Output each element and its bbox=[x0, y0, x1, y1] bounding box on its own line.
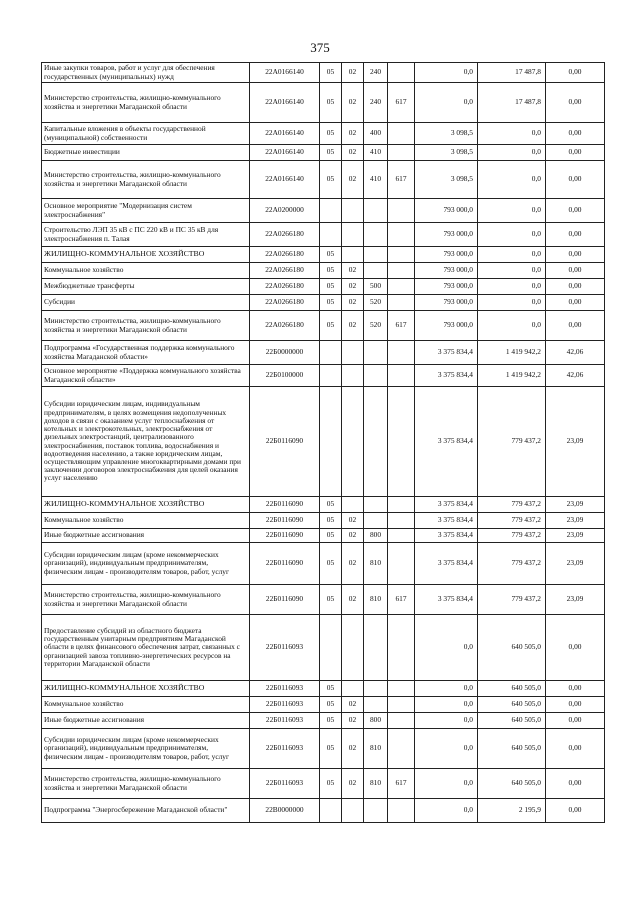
row-ministry-code bbox=[388, 263, 415, 279]
row-code: 22Б0100000 bbox=[250, 365, 320, 387]
row-amount-executed: 640 505,0 bbox=[478, 769, 546, 799]
row-expense-type: 520 bbox=[364, 311, 388, 341]
row-code: 22Б0116093 bbox=[250, 713, 320, 729]
table-row bbox=[42, 681, 605, 697]
row-percent: 23,09 bbox=[546, 513, 605, 529]
row-percent: 0,00 bbox=[546, 263, 605, 279]
row-name: Коммунальное хозяйство bbox=[42, 697, 250, 713]
row-amount-planned: 0,0 bbox=[415, 697, 478, 713]
table-row bbox=[42, 387, 605, 497]
row-name: ЖИЛИЩНО-КОММУНАЛЬНОЕ ХОЗЯЙСТВО bbox=[42, 681, 250, 697]
row-ministry-code bbox=[388, 543, 415, 585]
row-percent: 0,00 bbox=[546, 199, 605, 223]
row-section: 05 bbox=[320, 161, 342, 199]
row-section: 05 bbox=[320, 697, 342, 713]
row-name: Иные бюджетные ассигнования bbox=[42, 713, 250, 729]
budget-table bbox=[41, 62, 605, 823]
row-amount-planned: 793 000,0 bbox=[415, 223, 478, 247]
row-subsection bbox=[342, 199, 364, 223]
row-ministry-code bbox=[388, 295, 415, 311]
row-section: 05 bbox=[320, 713, 342, 729]
row-expense-type: 500 bbox=[364, 279, 388, 295]
row-subsection: 02 bbox=[342, 145, 364, 161]
row-section: 05 bbox=[320, 585, 342, 615]
row-ministry-code bbox=[388, 497, 415, 513]
row-subsection: 02 bbox=[342, 543, 364, 585]
row-section: 05 bbox=[320, 123, 342, 145]
row-code: 22Б0116090 bbox=[250, 543, 320, 585]
table-row bbox=[42, 697, 605, 713]
row-ministry-code bbox=[388, 697, 415, 713]
row-section: 05 bbox=[320, 681, 342, 697]
row-amount-planned: 0,0 bbox=[415, 615, 478, 681]
row-percent: 0,00 bbox=[546, 311, 605, 341]
row-expense-type: 810 bbox=[364, 585, 388, 615]
row-subsection: 02 bbox=[342, 697, 364, 713]
row-expense-type: 400 bbox=[364, 123, 388, 145]
row-percent: 0,00 bbox=[546, 295, 605, 311]
row-expense-type: 410 bbox=[364, 145, 388, 161]
row-amount-planned: 3 375 834,4 bbox=[415, 513, 478, 529]
row-code: 22Б0116093 bbox=[250, 681, 320, 697]
row-percent: 0,00 bbox=[546, 161, 605, 199]
row-percent: 42,06 bbox=[546, 365, 605, 387]
table-row bbox=[42, 513, 605, 529]
row-amount-planned: 793 000,0 bbox=[415, 311, 478, 341]
row-code: 22А0266180 bbox=[250, 223, 320, 247]
row-name: Министерство строительства, жилищно-коммунального хозяйства и энергетики Магаданской области bbox=[42, 311, 250, 341]
row-expense-type: 240 bbox=[364, 63, 388, 83]
row-amount-planned: 0,0 bbox=[415, 63, 478, 83]
row-amount-executed: 17 487,8 bbox=[478, 83, 546, 123]
row-percent: 23,09 bbox=[546, 497, 605, 513]
row-amount-planned: 793 000,0 bbox=[415, 279, 478, 295]
row-code: 22Б0116093 bbox=[250, 769, 320, 799]
row-name: Основное мероприятие "Модернизация систем электроснабжения" bbox=[42, 199, 250, 223]
row-expense-type bbox=[364, 697, 388, 713]
table-row bbox=[42, 63, 605, 83]
row-ministry-code bbox=[388, 123, 415, 145]
row-name: Предоставление субсидий из областного бюджета государственным унитарным предприятиям Магаданской области в целях финансового обеспечения затрат, связанных с организацией завоза топливно-энергетических ресурсов на территории Магаданской области bbox=[42, 615, 250, 681]
row-subsection: 02 bbox=[342, 769, 364, 799]
row-subsection bbox=[342, 387, 364, 497]
row-subsection: 02 bbox=[342, 295, 364, 311]
row-ministry-code bbox=[388, 365, 415, 387]
row-percent: 0,00 bbox=[546, 123, 605, 145]
row-name: ЖИЛИЩНО-КОММУНАЛЬНОЕ ХОЗЯЙСТВО bbox=[42, 247, 250, 263]
row-section: 05 bbox=[320, 295, 342, 311]
row-amount-executed: 0,0 bbox=[478, 199, 546, 223]
table-row bbox=[42, 497, 605, 513]
row-section bbox=[320, 223, 342, 247]
row-section: 05 bbox=[320, 543, 342, 585]
row-ministry-code: 617 bbox=[388, 585, 415, 615]
row-amount-planned: 0,0 bbox=[415, 681, 478, 697]
row-expense-type: 800 bbox=[364, 529, 388, 543]
row-name: Субсидии юридическим лицам (кроме некоммерческих организаций), индивидуальным предпринимателям, физическим лицам - производителям товаров, работ, услуг bbox=[42, 543, 250, 585]
row-amount-planned: 3 375 834,4 bbox=[415, 387, 478, 497]
row-subsection bbox=[342, 799, 364, 823]
row-percent: 0,00 bbox=[546, 145, 605, 161]
row-amount-planned: 793 000,0 bbox=[415, 199, 478, 223]
row-section bbox=[320, 341, 342, 365]
row-amount-executed: 640 505,0 bbox=[478, 697, 546, 713]
row-ministry-code bbox=[388, 799, 415, 823]
row-amount-executed: 0,0 bbox=[478, 311, 546, 341]
row-section: 05 bbox=[320, 729, 342, 769]
row-section: 05 bbox=[320, 247, 342, 263]
row-amount-executed: 0,0 bbox=[478, 279, 546, 295]
row-subsection: 02 bbox=[342, 513, 364, 529]
table-row bbox=[42, 295, 605, 311]
row-name: Строительство ЛЭП 35 кВ с ПС 220 кВ и ПС 35 кВ для электроснабжения п. Талая bbox=[42, 223, 250, 247]
row-amount-executed: 640 505,0 bbox=[478, 681, 546, 697]
row-amount-executed: 779 437,2 bbox=[478, 513, 546, 529]
table-row bbox=[42, 799, 605, 823]
row-subsection bbox=[342, 681, 364, 697]
row-ministry-code: 617 bbox=[388, 311, 415, 341]
row-section bbox=[320, 387, 342, 497]
row-percent: 0,00 bbox=[546, 223, 605, 247]
row-name: Межбюджетные трансферты bbox=[42, 279, 250, 295]
row-name: Министерство строительства, жилищно-коммунального хозяйства и энергетики Магаданской области bbox=[42, 769, 250, 799]
row-code: 22А0266180 bbox=[250, 311, 320, 341]
row-code: 22Б0116093 bbox=[250, 615, 320, 681]
row-name: Основное мероприятие «Поддержка коммунального хозяйства Магаданской области» bbox=[42, 365, 250, 387]
row-ministry-code bbox=[388, 681, 415, 697]
table-body bbox=[42, 63, 605, 823]
row-amount-executed: 0,0 bbox=[478, 247, 546, 263]
row-section: 05 bbox=[320, 145, 342, 161]
row-expense-type bbox=[364, 497, 388, 513]
row-percent: 42,06 bbox=[546, 341, 605, 365]
row-name: Министерство строительства, жилищно-коммунального хозяйства и энергетики Магаданской области bbox=[42, 83, 250, 123]
row-subsection: 02 bbox=[342, 311, 364, 341]
row-name: Субсидии юридическим лицам, индивидуальным предпринимателям, в целях возмещения недополученных доходов в связи с оказанием услуг теплоснабжения от котельных и электрокотельных, электроснабжения от дизельных электростанций, централизованного электроснабжения, поставок топлива, водоснабжения и водоотведения населению, а также юридическим лицам, осуществляющим управление многоквартирными домами при заключении договоров электроснабжения для целей оказания услуг населению bbox=[42, 387, 250, 497]
row-amount-planned: 3 098,5 bbox=[415, 145, 478, 161]
row-ministry-code bbox=[388, 223, 415, 247]
row-amount-planned: 793 000,0 bbox=[415, 263, 478, 279]
row-code: 22А0166140 bbox=[250, 145, 320, 161]
row-ministry-code bbox=[388, 729, 415, 769]
row-expense-type: 520 bbox=[364, 295, 388, 311]
row-code: 22А0266180 bbox=[250, 247, 320, 263]
row-name: Бюджетные инвестиции bbox=[42, 145, 250, 161]
row-amount-executed: 779 437,2 bbox=[478, 497, 546, 513]
row-expense-type bbox=[364, 365, 388, 387]
row-amount-planned: 793 000,0 bbox=[415, 247, 478, 263]
row-amount-planned: 3 375 834,4 bbox=[415, 543, 478, 585]
row-ministry-code bbox=[388, 199, 415, 223]
row-expense-type bbox=[364, 387, 388, 497]
table-row bbox=[42, 279, 605, 295]
row-expense-type: 810 bbox=[364, 543, 388, 585]
row-amount-executed: 1 419 942,2 bbox=[478, 365, 546, 387]
table-row bbox=[42, 615, 605, 681]
row-ministry-code bbox=[388, 279, 415, 295]
row-subsection bbox=[342, 365, 364, 387]
row-amount-planned: 3 098,5 bbox=[415, 161, 478, 199]
row-amount-planned: 3 375 834,4 bbox=[415, 529, 478, 543]
row-percent: 23,09 bbox=[546, 387, 605, 497]
table-row bbox=[42, 365, 605, 387]
row-name: ЖИЛИЩНО-КОММУНАЛЬНОЕ ХОЗЯЙСТВО bbox=[42, 497, 250, 513]
row-amount-planned: 3 375 834,4 bbox=[415, 585, 478, 615]
row-subsection: 02 bbox=[342, 529, 364, 543]
row-amount-executed: 779 437,2 bbox=[478, 543, 546, 585]
row-code: 22А0166140 bbox=[250, 161, 320, 199]
row-ministry-code bbox=[388, 341, 415, 365]
row-section: 05 bbox=[320, 83, 342, 123]
row-name: Коммунальное хозяйство bbox=[42, 263, 250, 279]
row-percent: 0,00 bbox=[546, 697, 605, 713]
row-percent: 0,00 bbox=[546, 769, 605, 799]
row-name: Субсидии bbox=[42, 295, 250, 311]
row-section: 05 bbox=[320, 513, 342, 529]
row-amount-planned: 3 098,5 bbox=[415, 123, 478, 145]
table-row bbox=[42, 543, 605, 585]
table-row bbox=[42, 585, 605, 615]
row-ministry-code: 617 bbox=[388, 83, 415, 123]
row-expense-type bbox=[364, 223, 388, 247]
row-subsection: 02 bbox=[342, 585, 364, 615]
row-amount-executed: 0,0 bbox=[478, 223, 546, 247]
row-name: Министерство строительства, жилищно-коммунального хозяйства и энергетики Магаданской области bbox=[42, 161, 250, 199]
row-code: 22А0266180 bbox=[250, 295, 320, 311]
row-name: Иные бюджетные ассигнования bbox=[42, 529, 250, 543]
row-amount-executed: 779 437,2 bbox=[478, 387, 546, 497]
row-amount-executed: 0,0 bbox=[478, 295, 546, 311]
row-expense-type: 410 bbox=[364, 161, 388, 199]
row-section bbox=[320, 799, 342, 823]
row-section bbox=[320, 365, 342, 387]
row-amount-planned: 0,0 bbox=[415, 769, 478, 799]
row-ministry-code: 617 bbox=[388, 161, 415, 199]
row-ministry-code bbox=[388, 145, 415, 161]
row-percent: 0,00 bbox=[546, 729, 605, 769]
row-amount-planned: 3 375 834,4 bbox=[415, 365, 478, 387]
table-row bbox=[42, 769, 605, 799]
row-subsection bbox=[342, 247, 364, 263]
row-name: Коммунальное хозяйство bbox=[42, 513, 250, 529]
row-amount-executed: 2 195,9 bbox=[478, 799, 546, 823]
row-amount-planned: 0,0 bbox=[415, 729, 478, 769]
row-expense-type bbox=[364, 513, 388, 529]
row-section: 05 bbox=[320, 497, 342, 513]
row-percent: 0,00 bbox=[546, 63, 605, 83]
row-amount-planned: 0,0 bbox=[415, 799, 478, 823]
table-row bbox=[42, 341, 605, 365]
row-amount-executed: 0,0 bbox=[478, 145, 546, 161]
row-expense-type: 240 bbox=[364, 83, 388, 123]
row-percent: 0,00 bbox=[546, 279, 605, 295]
table-row bbox=[42, 123, 605, 145]
row-ministry-code bbox=[388, 63, 415, 83]
row-section bbox=[320, 615, 342, 681]
row-code: 22Б0116093 bbox=[250, 697, 320, 713]
row-ministry-code bbox=[388, 713, 415, 729]
row-code: 22А0266180 bbox=[250, 279, 320, 295]
row-subsection bbox=[342, 223, 364, 247]
row-amount-executed: 1 419 942,2 bbox=[478, 341, 546, 365]
row-amount-executed: 640 505,0 bbox=[478, 615, 546, 681]
table-row bbox=[42, 263, 605, 279]
row-ministry-code: 617 bbox=[388, 769, 415, 799]
row-percent: 0,00 bbox=[546, 681, 605, 697]
row-amount-executed: 779 437,2 bbox=[478, 529, 546, 543]
row-subsection: 02 bbox=[342, 161, 364, 199]
row-code: 22Б0116090 bbox=[250, 497, 320, 513]
row-subsection: 02 bbox=[342, 83, 364, 123]
row-subsection bbox=[342, 615, 364, 681]
row-section: 05 bbox=[320, 279, 342, 295]
row-expense-type bbox=[364, 341, 388, 365]
row-name: Иные закупки товаров, работ и услуг для обеспечения государственных (муниципальных) нужд bbox=[42, 63, 250, 83]
row-name: Капитальные вложения в объекты государственной (муниципальной) собственности bbox=[42, 123, 250, 145]
table-row bbox=[42, 529, 605, 543]
table-row bbox=[42, 199, 605, 223]
row-amount-planned: 0,0 bbox=[415, 83, 478, 123]
row-name: Субсидии юридическим лицам (кроме некоммерческих организаций), индивидуальным предпринимателям, физическим лицам - производителям товаров, работ, услуг bbox=[42, 729, 250, 769]
table-row bbox=[42, 223, 605, 247]
row-percent: 0,00 bbox=[546, 83, 605, 123]
row-amount-executed: 779 437,2 bbox=[478, 585, 546, 615]
row-subsection bbox=[342, 341, 364, 365]
row-expense-type bbox=[364, 199, 388, 223]
table-row bbox=[42, 161, 605, 199]
row-amount-planned: 3 375 834,4 bbox=[415, 341, 478, 365]
row-amount-planned: 793 000,0 bbox=[415, 295, 478, 311]
table-row bbox=[42, 713, 605, 729]
row-expense-type: 810 bbox=[364, 729, 388, 769]
row-code: 22А0266180 bbox=[250, 263, 320, 279]
row-name: Подпрограмма «Государственная поддержка коммунального хозяйства Магаданской области» bbox=[42, 341, 250, 365]
row-subsection: 02 bbox=[342, 123, 364, 145]
row-ministry-code bbox=[388, 247, 415, 263]
row-code: 22Б0116090 bbox=[250, 585, 320, 615]
row-subsection: 02 bbox=[342, 729, 364, 769]
row-code: 22А0166140 bbox=[250, 63, 320, 83]
row-percent: 23,09 bbox=[546, 543, 605, 585]
table-row bbox=[42, 145, 605, 161]
row-section: 05 bbox=[320, 311, 342, 341]
table-row bbox=[42, 247, 605, 263]
row-percent: 0,00 bbox=[546, 615, 605, 681]
row-name: Подпрограмма "Энергосбережение Магаданской области" bbox=[42, 799, 250, 823]
row-percent: 23,09 bbox=[546, 529, 605, 543]
row-percent: 0,00 bbox=[546, 713, 605, 729]
row-code: 22А0200000 bbox=[250, 199, 320, 223]
row-expense-type bbox=[364, 799, 388, 823]
table-row bbox=[42, 729, 605, 769]
row-code: 22А0166140 bbox=[250, 123, 320, 145]
row-ministry-code bbox=[388, 529, 415, 543]
row-code: 22Б0116090 bbox=[250, 513, 320, 529]
row-expense-type bbox=[364, 263, 388, 279]
row-ministry-code bbox=[388, 615, 415, 681]
row-expense-type bbox=[364, 681, 388, 697]
row-percent: 0,00 bbox=[546, 247, 605, 263]
row-section: 05 bbox=[320, 529, 342, 543]
row-amount-planned: 0,0 bbox=[415, 713, 478, 729]
row-amount-executed: 0,0 bbox=[478, 263, 546, 279]
table-row bbox=[42, 311, 605, 341]
row-percent: 23,09 bbox=[546, 585, 605, 615]
row-subsection: 02 bbox=[342, 713, 364, 729]
row-name: Министерство строительства, жилищно-коммунального хозяйства и энергетики Магаданской области bbox=[42, 585, 250, 615]
row-code: 22Б0000000 bbox=[250, 341, 320, 365]
row-amount-executed: 640 505,0 bbox=[478, 713, 546, 729]
page-number: 375 bbox=[310, 40, 330, 55]
row-code: 22Б0116090 bbox=[250, 387, 320, 497]
row-section: 05 bbox=[320, 263, 342, 279]
row-expense-type bbox=[364, 615, 388, 681]
row-code: 22А0166140 bbox=[250, 83, 320, 123]
row-amount-executed: 17 487,8 bbox=[478, 63, 546, 83]
row-code: 22Б0116093 bbox=[250, 729, 320, 769]
row-percent: 0,00 bbox=[546, 799, 605, 823]
row-amount-executed: 0,0 bbox=[478, 161, 546, 199]
row-code: 22Б0116090 bbox=[250, 529, 320, 543]
row-subsection: 02 bbox=[342, 279, 364, 295]
row-expense-type bbox=[364, 247, 388, 263]
row-subsection: 02 bbox=[342, 263, 364, 279]
row-section: 05 bbox=[320, 769, 342, 799]
row-expense-type: 800 bbox=[364, 713, 388, 729]
row-code: 22В0000000 bbox=[250, 799, 320, 823]
row-subsection bbox=[342, 497, 364, 513]
row-section: 05 bbox=[320, 63, 342, 83]
row-subsection: 02 bbox=[342, 63, 364, 83]
row-expense-type: 810 bbox=[364, 769, 388, 799]
row-section bbox=[320, 199, 342, 223]
row-amount-executed: 0,0 bbox=[478, 123, 546, 145]
table-row bbox=[42, 83, 605, 123]
row-ministry-code bbox=[388, 513, 415, 529]
row-ministry-code bbox=[388, 387, 415, 497]
row-amount-planned: 3 375 834,4 bbox=[415, 497, 478, 513]
row-amount-executed: 640 505,0 bbox=[478, 729, 546, 769]
